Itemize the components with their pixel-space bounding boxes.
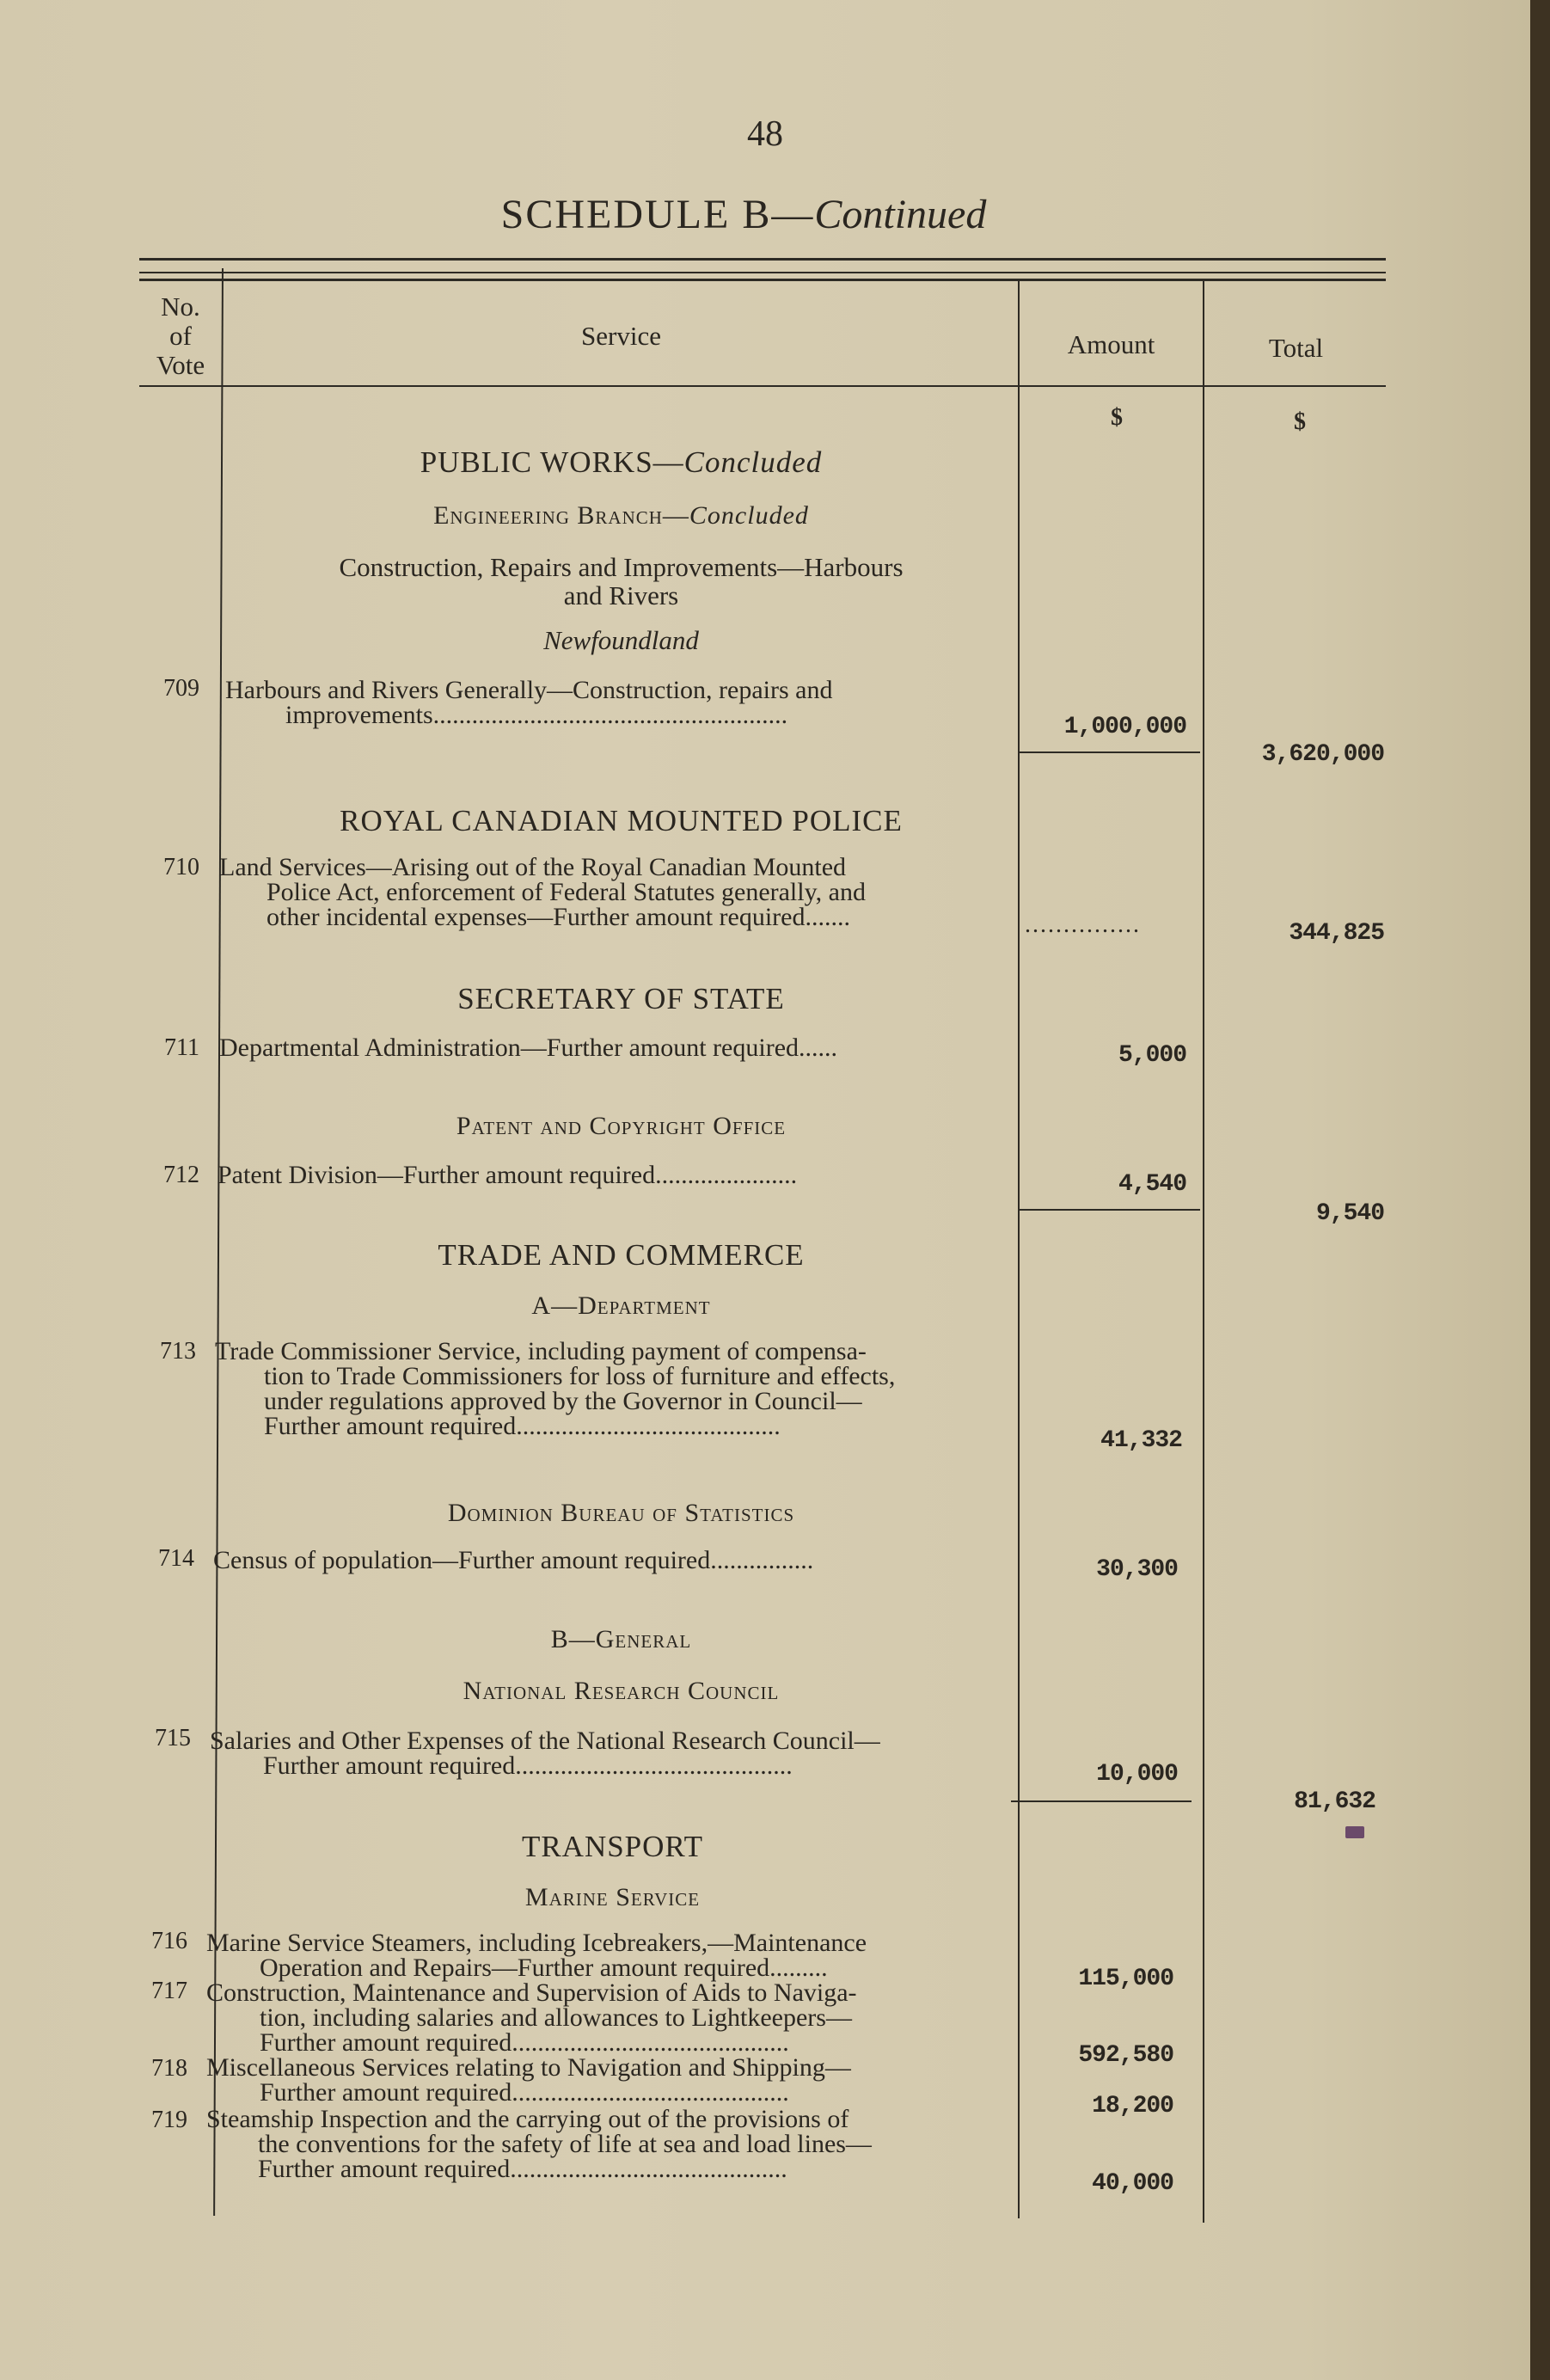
heading-construction: Construction, Repairs and Improvements—Harbours and Rivers <box>339 552 904 610</box>
item-amount: 1,000,000 <box>1063 714 1186 740</box>
ink-mark <box>1345 1826 1364 1838</box>
col-vote-header: No. of Vote <box>156 291 205 380</box>
subtotal-rule <box>1020 751 1200 753</box>
subsection-engineering: Engineering Branch—Concluded <box>433 501 809 530</box>
subsection-nrc: National Research Council <box>463 1677 780 1705</box>
section-total: 81,632 <box>1294 1788 1375 1815</box>
vote-number: 717 <box>151 1978 187 2004</box>
item-amount: 41,332 <box>1100 1427 1182 1454</box>
item-description: Harbours and Rivers Generally—Construction, repairs and improvements....................................................... <box>225 676 833 729</box>
item-description: Marine Service Steamers, including Icebreakers,—Maintenance Operation and Repairs—Further amount required......... <box>206 1929 867 1982</box>
vote-column-rule <box>213 268 224 2216</box>
item-amount: 592,580 <box>1078 2042 1173 2069</box>
heading-newfoundland: Newfoundland <box>543 625 699 655</box>
vote-number: 715 <box>155 1725 191 1751</box>
item-description: Trade Commissioner Service, including payment of compensa- tion to Trade Commissioners for loss of furniture and effects, under regulations approved by the Governor in Council— Further amount required......................................... <box>215 1337 896 1440</box>
subtotal-rule <box>1011 1800 1192 1802</box>
vote-number: 718 <box>151 2055 187 2082</box>
item-amount: 4,540 <box>1118 1171 1186 1198</box>
header-rule-top <box>139 258 1386 261</box>
vote-number: 714 <box>158 1545 194 1572</box>
section-secretary-of-state: SECRETARY OF STATE <box>457 982 785 1015</box>
item-amount: 40,000 <box>1092 2170 1173 2197</box>
page-number: 48 <box>747 114 783 154</box>
col-total-header: Total <box>1268 333 1324 363</box>
subtotal-rule <box>1020 1209 1200 1211</box>
section-transport: TRANSPORT <box>521 1830 704 1863</box>
header-rule-top2 <box>139 272 1386 273</box>
vote-number: 712 <box>163 1162 199 1188</box>
schedule-title: SCHEDULE B—Continued <box>500 192 987 237</box>
total-currency: $ <box>1294 408 1306 435</box>
section-trade-commerce: TRADE AND COMMERCE <box>438 1238 805 1272</box>
section-total: 344,825 <box>1289 920 1384 947</box>
vote-number: 719 <box>151 2107 187 2133</box>
header-rule-top3 <box>139 279 1386 281</box>
subsection-marine-service: Marine Service <box>524 1883 701 1911</box>
section-rcmp: ROYAL CANADIAN MOUNTED POLICE <box>340 804 903 837</box>
col-service-header: Service <box>581 321 661 351</box>
total-column-rule <box>1203 279 1204 2223</box>
col-amount-header: Amount <box>1067 329 1155 359</box>
item-description: Steamship Inspection and the carrying out of the provisions of the conventions for the safety of life at sea and load lines— Further amount required........................................... <box>206 2105 872 2183</box>
item-amount: 5,000 <box>1118 1042 1186 1069</box>
subsection-patent-office: Patent and Copyright Office <box>456 1112 787 1140</box>
vote-number: 711 <box>164 1034 199 1061</box>
subsection-a-department: A—Department <box>531 1291 711 1320</box>
item-description: Census of population—Further amount required................ <box>213 1546 814 1574</box>
vote-number: 710 <box>163 854 199 880</box>
item-amount: 115,000 <box>1078 1966 1173 1992</box>
page-edge <box>1530 0 1550 2380</box>
item-description: Departmental Administration—Further amount required...... <box>219 1034 838 1062</box>
subsection-dbs: Dominion Bureau of Statistics <box>447 1499 795 1527</box>
item-description: Patent Division—Further amount required...................... <box>217 1161 798 1189</box>
vote-number: 716 <box>151 1928 187 1954</box>
vote-number: 713 <box>160 1338 196 1365</box>
item-description: Miscellaneous Services relating to Navigation and Shipping— Further amount required........................................... <box>206 2053 851 2107</box>
item-amount: 18,200 <box>1092 2093 1173 2119</box>
amount-leader-dots: ............... <box>1025 911 1141 938</box>
item-description: Salaries and Other Expenses of the National Research Council— Further amount required........................................... <box>210 1727 880 1780</box>
section-total: 9,540 <box>1315 1200 1384 1227</box>
item-amount: 10,000 <box>1096 1761 1178 1788</box>
section-total: 3,620,000 <box>1261 741 1384 768</box>
amount-currency: $ <box>1111 404 1123 431</box>
item-description: Land Services—Arising out of the Royal Canadian Mounted Police Act, enforcement of Federal Statutes generally, and other incidental expenses—Further amount required....... <box>219 853 866 931</box>
item-amount: 30,300 <box>1096 1556 1178 1583</box>
header-rule-bottom <box>139 385 1386 387</box>
vote-number: 709 <box>163 675 199 702</box>
item-description: Construction, Maintenance and Supervision of Aids to Naviga- tion, including salaries and allowances to Lightkeepers— Further amount required........................................... <box>206 1978 857 2057</box>
section-public-works: PUBLIC WORKS—Concluded <box>420 445 823 479</box>
subsection-b-general: B—General <box>550 1625 692 1653</box>
